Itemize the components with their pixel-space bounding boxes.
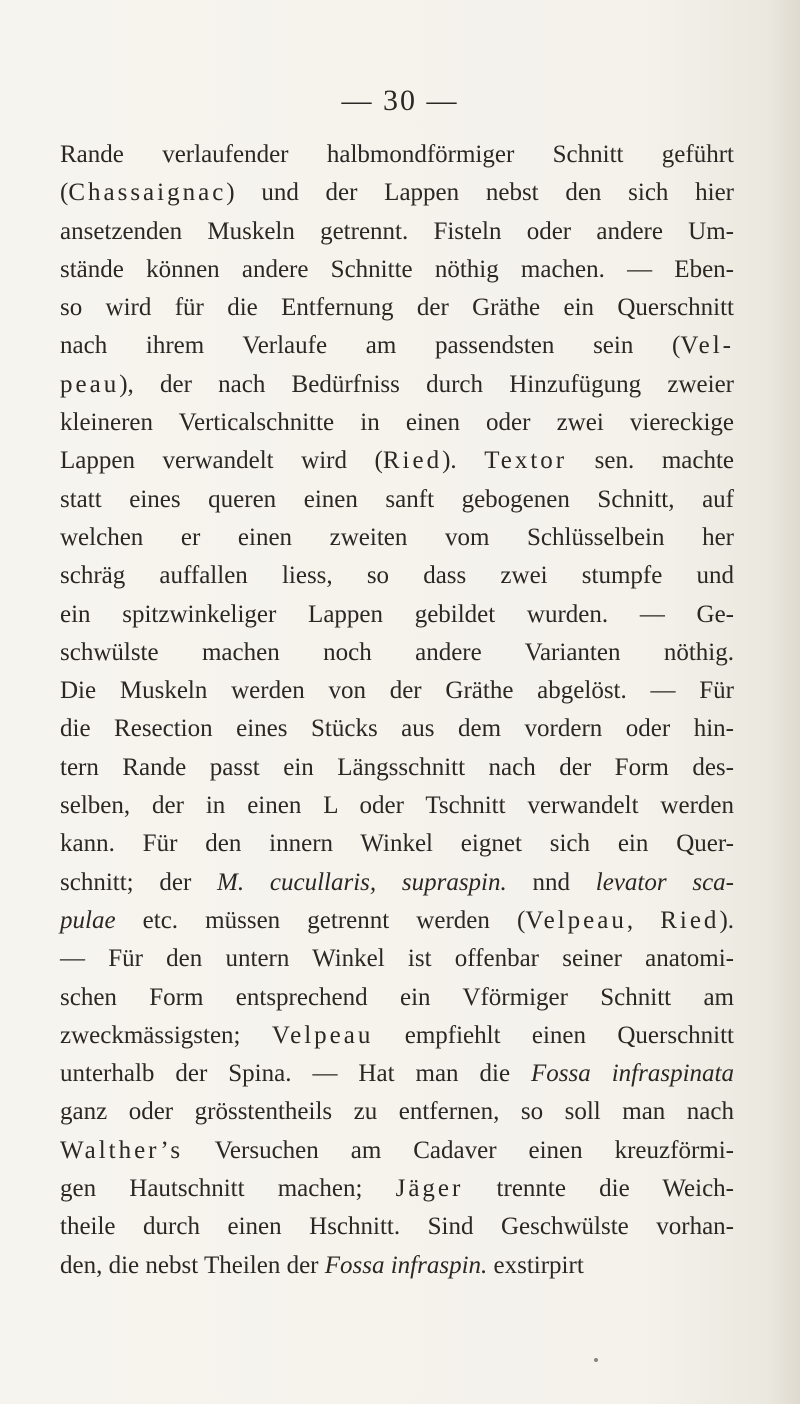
text-run: theile durch einen Hschnitt. Sind Geschwülste vorhan-	[60, 1213, 734, 1241]
text-run: Lappen verwandelt wird (	[60, 447, 383, 475]
text-run: nach ihrem Verlaufe am passendsten sein (	[60, 332, 681, 360]
text-run: (	[60, 179, 69, 207]
text-run: Rande verlaufender halbmondförmiger Schnitt geführt	[60, 141, 734, 168]
page-number: — 30 —	[341, 84, 459, 117]
text-run: trennte die Weich-	[463, 1175, 734, 1203]
paper-speck	[594, 1358, 598, 1362]
text-run: kleineren Verticalschnitte in einen oder zwei viereckige	[60, 409, 734, 437]
text-run: ganz oder grösstentheils zu entfernen, so soll man nach	[60, 1098, 734, 1126]
spaced-name: Ried	[660, 906, 720, 934]
text-run: empfiehlt einen Querschnitt	[373, 1021, 734, 1049]
italic-term: pulae	[60, 906, 116, 934]
text-run: den, die nebst Theilen der	[60, 1251, 325, 1279]
text-line	[60, 1093, 734, 1131]
text-line	[60, 213, 734, 251]
text-run: ansetzenden Muskeln getrennt. Fisteln oder andere Um-	[60, 217, 734, 245]
italic-term: M. cucullaris, supraspin.	[217, 868, 507, 896]
text-run: ).	[719, 906, 735, 934]
text-run: etc. müssen getrennt werden (	[115, 906, 526, 934]
spaced-name: Velpeau	[271, 1021, 374, 1049]
text-line	[60, 825, 734, 863]
text-line	[60, 251, 734, 289]
text-run: — Für den untern Winkel ist offenbar seiner anatomi-	[60, 945, 734, 973]
spaced-name: Walther’s	[60, 1136, 184, 1164]
text-line	[60, 366, 734, 404]
text-line	[60, 442, 734, 480]
text-run: nnd	[506, 868, 596, 896]
text-line	[60, 289, 734, 327]
text-run: ,	[626, 906, 661, 934]
text-line	[60, 672, 734, 710]
text-run: schräg auffallen liess, so dass zwei stumpfe und	[60, 562, 734, 590]
text-run: schnitt; der	[60, 868, 218, 896]
spaced-name: Ried	[382, 447, 443, 475]
text-line	[60, 596, 734, 634]
text-line	[60, 519, 734, 557]
spaced-name: Textor	[484, 447, 568, 475]
text-line	[60, 864, 734, 902]
text-run: gen Hautschnitt machen;	[60, 1175, 396, 1203]
text-line	[60, 1017, 734, 1055]
text-run: kann. Für den innern Winkel eignet sich ein Quer-	[60, 830, 734, 858]
text-line	[60, 979, 734, 1017]
text-run: stände können andere Schnitte nöthig machen. — Eben-	[60, 255, 734, 283]
italic-term: Fossa infraspin.	[324, 1251, 488, 1279]
text-line	[60, 327, 734, 365]
text-line	[60, 902, 734, 940]
text-run: die Resection eines Stücks aus dem vordern oder hin-	[60, 715, 734, 743]
text-line	[60, 710, 734, 748]
text-run: welchen er einen zweiten vom Schlüsselbein her	[60, 523, 734, 551]
text-line	[60, 634, 734, 672]
text-line	[60, 174, 734, 212]
text-run: Die Muskeln werden von der Gräthe abgelöst. — Für	[60, 677, 734, 705]
text-run: selben, der in einen L oder Tschnitt verwandelt werden	[60, 792, 734, 820]
text-line	[60, 1170, 734, 1208]
spaced-name: Vel-	[680, 332, 734, 360]
italic-term: levator sca-	[595, 868, 735, 896]
text-run: schen Form entsprechend ein Vförmiger Schnitt am	[60, 983, 734, 1011]
spaced-name: peau	[60, 370, 120, 398]
text-line	[60, 940, 734, 978]
body-text	[60, 136, 734, 1285]
text-run: so wird für die Entfernung der Gräthe ein Querschnitt	[60, 294, 734, 322]
text-run: ).	[442, 447, 485, 475]
text-run: exstirpirt	[487, 1251, 584, 1279]
text-run: schwülste machen noch andere Varianten nöthig.	[60, 638, 734, 666]
text-run: tern Rande passt ein Längsschnitt nach der Form des-	[60, 753, 734, 781]
text-line	[60, 787, 734, 825]
text-line	[60, 1208, 734, 1246]
italic-term: Fossa infraspinata	[531, 1060, 734, 1088]
text-line	[60, 557, 734, 595]
text-run: sen. machte	[567, 447, 734, 475]
text-run: statt eines queren einen sanft gebogenen Schnitt, auf	[60, 485, 734, 513]
text-line	[60, 404, 734, 442]
text-line	[60, 1132, 734, 1170]
text-run: unterhalb der Spina. — Hat man die	[60, 1060, 532, 1088]
text-run: ) und der Lappen nebst den sich hier	[226, 179, 734, 207]
text-run: ein spitzwinkeliger Lappen gebildet wurden. — Ge-	[60, 600, 734, 628]
text-line	[60, 1247, 734, 1285]
text-run: zweckmässigsten;	[60, 1021, 272, 1049]
text-line	[60, 481, 734, 519]
text-line	[60, 749, 734, 787]
text-run: ), der nach Bedürfniss durch Hinzufügung zweier	[119, 370, 734, 398]
text-run: Versuchen am Cadaver einen kreuzförmi-	[183, 1136, 734, 1164]
spaced-name: Chassaignac	[68, 179, 227, 207]
text-line	[60, 1055, 734, 1093]
text-line	[60, 136, 734, 174]
spaced-name: Velpeau	[525, 906, 627, 934]
spaced-name: Jäger	[395, 1175, 464, 1203]
